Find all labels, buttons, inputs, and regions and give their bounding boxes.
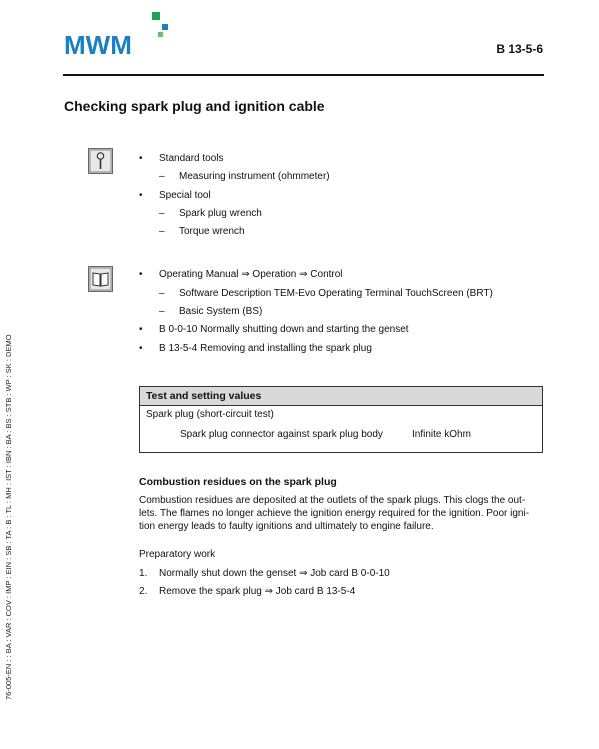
step-number: 2. [139, 586, 148, 597]
header-rule [63, 74, 544, 76]
table-header: Test and setting values [140, 387, 543, 406]
list-bullet: • [139, 269, 143, 280]
list-item: B 13-5-4 Removing and installing the spark plug [159, 343, 372, 354]
list-bullet: • [139, 153, 143, 164]
list-item: Special tool [159, 190, 211, 201]
sidebar-document-code: 76-005-EN : : BA : VAR : COV : IMP : EIN : SB : TA : B : TL : MH : IST : IBN : BA : BS : STB : WP : SK : DEMO [4, 334, 13, 700]
paragraph-line: Combustion residues are deposited at the outlets of the spark plugs. This clogs the out- [139, 495, 526, 506]
logo-dots [150, 12, 174, 36]
wrench-icon [88, 148, 113, 174]
list-item: B 0-0-10 Normally shutting down and starting the genset [159, 324, 409, 335]
table-body [140, 406, 543, 453]
book-icon [88, 266, 113, 292]
document-number: B 13-5-6 [496, 42, 543, 56]
step-number: 1. [139, 568, 148, 579]
test-values-table [139, 386, 543, 453]
step-text: Normally shut down the genset ⇒ Job card B 0-0-10 [159, 568, 390, 579]
list-bullet: • [139, 324, 143, 335]
list-bullet: • [139, 190, 143, 201]
logo-text: MWM [64, 30, 132, 60]
table-row-value: Infinite kOhm [412, 429, 471, 440]
paragraph-line: lets. The flames no longer achieve the ignition energy required for the ignition. Poor igni- [139, 508, 530, 519]
list-dash: – [159, 208, 165, 219]
list-dash: – [159, 306, 165, 317]
list-dash: – [159, 226, 165, 237]
list-item: Operating Manual ⇒ Operation ⇒ Control [159, 269, 343, 280]
list-item: Spark plug wrench [179, 208, 262, 219]
combustion-paragraph [139, 494, 543, 533]
table-row-label: Spark plug connector against spark plug body [180, 429, 383, 440]
step-text: Remove the spark plug ⇒ Job card B 13-5-4 [159, 586, 356, 597]
list-bullet: • [139, 343, 143, 354]
paragraph-line: tion energy leads to faulty ignitions and ultimately to engine failure. [139, 521, 434, 532]
list-item: Torque wrench [179, 226, 245, 237]
section-heading: Combustion residues on the spark plug [139, 476, 337, 488]
preparatory-heading: Preparatory work [139, 549, 216, 560]
table-section-label: Spark plug (short-circuit test) [146, 409, 274, 420]
list-item: Standard tools [159, 153, 224, 164]
list-item: Measuring instrument (ohmmeter) [179, 171, 330, 182]
page-title: Checking spark plug and ignition cable [64, 98, 325, 114]
list-dash: – [159, 288, 165, 299]
list-item: Software Description TEM-Evo Operating Terminal TouchScreen (BRT) [179, 288, 493, 299]
list-item: Basic System (BS) [179, 306, 263, 317]
list-dash: – [159, 171, 165, 182]
